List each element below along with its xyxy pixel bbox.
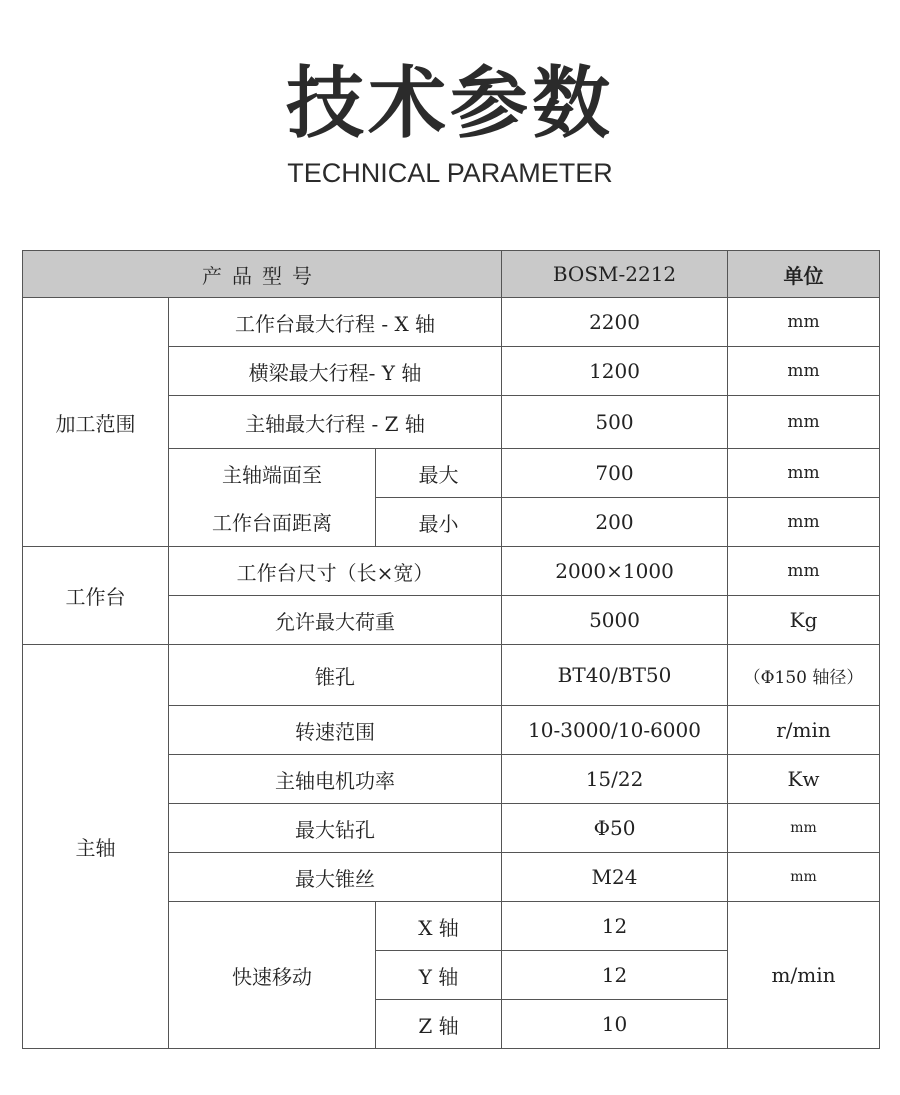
row-value: Φ50	[502, 804, 728, 853]
row-label: 最大锥丝	[169, 853, 502, 902]
row-value: 500	[502, 396, 728, 449]
header-unit: 单位	[728, 251, 880, 298]
row-sublabel: Y 轴	[376, 951, 502, 1000]
row-value: BT40/BT50	[502, 645, 728, 706]
header-model: BOSM-2212	[502, 251, 728, 298]
page-title: 技术参数	[285, 59, 614, 149]
row-unit: mm	[728, 804, 880, 853]
row-value: M24	[502, 853, 728, 902]
row-label: 主轴端面至	[169, 449, 376, 498]
row-label: 工作台最大行程 - X 轴	[169, 298, 502, 347]
page-subtitle: TECHNICAL PARAMETER	[287, 158, 613, 188]
row-unit: mm	[728, 396, 880, 449]
row-unit: mm	[728, 449, 880, 498]
group-travel: 加工范围	[23, 298, 169, 547]
row-unit: m/min	[728, 902, 880, 1049]
row-unit: mm	[728, 298, 880, 347]
row-value: 200	[502, 498, 728, 547]
row-label: 主轴电机功率	[169, 755, 502, 804]
row-value: 2000×1000	[502, 547, 728, 596]
row-label: 允许最大荷重	[169, 596, 502, 645]
row-unit: Kg	[728, 596, 880, 645]
row-value: 10-3000/10-6000	[502, 706, 728, 755]
row-unit: Kw	[728, 755, 880, 804]
table-row	[23, 298, 880, 347]
row-sublabel: 最小	[376, 498, 502, 547]
group-table: 工作台	[23, 547, 169, 645]
table-row	[23, 645, 880, 706]
row-label: 锥孔	[169, 645, 502, 706]
row-value: 5000	[502, 596, 728, 645]
row-value: 700	[502, 449, 728, 498]
row-unit: r/min	[728, 706, 880, 755]
row-value: 10	[502, 1000, 728, 1049]
spec-table	[22, 250, 880, 1049]
table-row	[23, 547, 880, 596]
row-unit: mm	[728, 347, 880, 396]
row-value: 12	[502, 902, 728, 951]
row-unit: mm	[728, 547, 880, 596]
row-label: 转速范围	[169, 706, 502, 755]
row-value: 12	[502, 951, 728, 1000]
row-sublabel: 最大	[376, 449, 502, 498]
row-value: 15/22	[502, 755, 728, 804]
table-header-row	[23, 251, 880, 298]
row-sublabel: Z 轴	[376, 1000, 502, 1049]
row-value: 2200	[502, 298, 728, 347]
group-spindle: 主轴	[23, 645, 169, 1049]
header-product: 产品型号	[23, 251, 502, 298]
row-label: 快速移动	[169, 902, 376, 1049]
row-unit: mm	[728, 498, 880, 547]
row-value: 1200	[502, 347, 728, 396]
row-sublabel: X 轴	[376, 902, 502, 951]
row-label: 工作台面距离	[169, 498, 376, 547]
row-unit: mm	[728, 853, 880, 902]
row-unit: （Φ150 轴径）	[728, 645, 880, 706]
row-label: 最大钻孔	[169, 804, 502, 853]
row-label: 横梁最大行程- Y 轴	[169, 347, 502, 396]
row-label: 主轴最大行程 - Z 轴	[169, 396, 502, 449]
row-label: 工作台尺寸（长×宽）	[169, 547, 502, 596]
